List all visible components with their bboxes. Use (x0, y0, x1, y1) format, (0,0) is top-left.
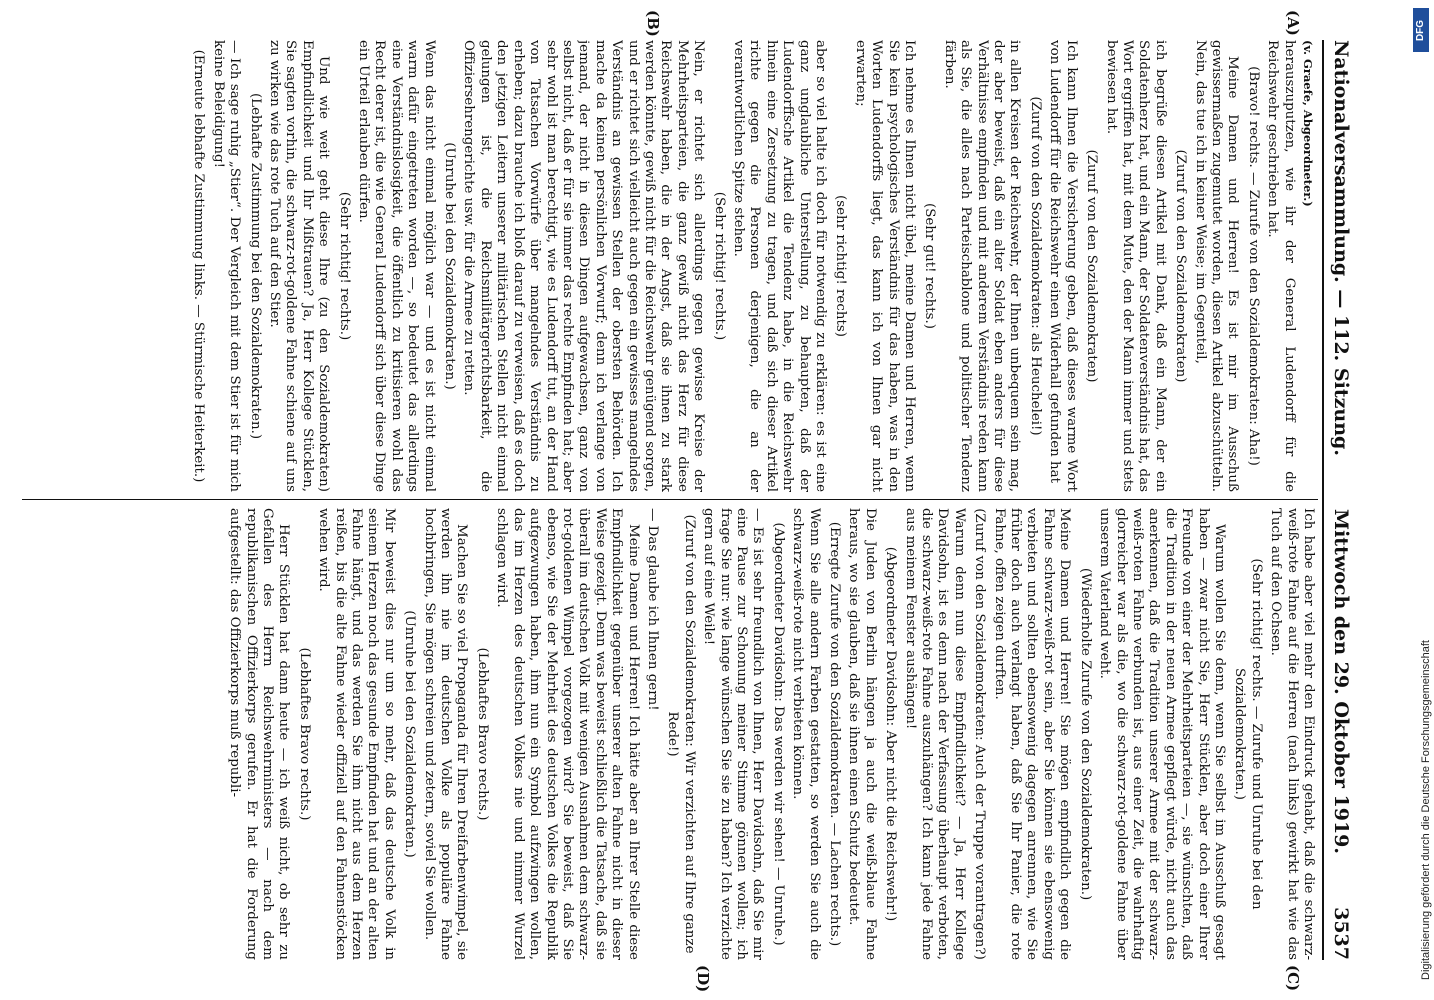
paragraph: (v. Graefe, Abgeordneter.) (1301, 40, 1315, 207)
margin-marker-a: (A) (1284, 10, 1302, 36)
interjection: (Abgeordneter Davidsohn: Aber nicht die Reichswehr!) (883, 546, 899, 922)
right-column (22, 508, 1316, 960)
paragraph: Wenn das nicht einmal möglich war — und es ist nicht einmal warm dafür eingetreten worden —, so bedeutet das allerdings eine Verständnislosigkeit, die öffentlich zu kritisieren wohl das Recht derer ist, die wie General Ludendorff sich über diese Dinge ein Urteil erlauben dürfen. (356, 40, 437, 492)
interjection: (Erregte Zurufe von den Sozialdemokraten. — Lachen rechts.) (827, 521, 843, 947)
margin-marker-d: (D) (694, 965, 712, 993)
interjection: (Sehr richtig! rechts. — Zurufe und Unruhe bei den Sozialdemokraten.) (1232, 558, 1264, 910)
paragraph: Meine Damen und Herren! Sie mögen empfindlich gegen die Fahne schwarz-weiß-rot sein, aber Sie können sie ebensowenig verbieten und sollten ebensowenig dagegen anrennen, wie Sie früher doch auch verlangt haben, daß Sie Ihr Panier, die rote Fahne, offen zeigen durften. (991, 508, 1073, 960)
interjection: (Unruhe bei den Sozialdemokraten.) (442, 142, 458, 390)
interjection: (Wiederholte Zurufe von den Sozialdemokraten.) (1077, 567, 1093, 901)
interjection: (Sehr gut! rechts.) (922, 202, 938, 329)
interjection: (Zuruf von den Sozialdemokraten) (1173, 149, 1189, 383)
paragraph: Und wie weit geht diese Ihre (zu den Sozialdemokraten) Empfindlichkeit und Ihr Mißtrauen? Ja, Herr Kollege Stücklen, Sie sagten vorhin, die schwarz-rot-goldene Fahne schiene auf uns zu wirken wie das rote Tuch auf den Stier. (267, 40, 332, 492)
dfg-logo-text: DFG (1415, 19, 1427, 41)
page-header (1322, 40, 1362, 960)
dfg-logo (1413, 8, 1429, 52)
header-left: Nationalversammlung. — 112. Sitzung. (1330, 40, 1352, 456)
paragraph: in allen Kreisen der Reichswehr, der Ihnen unbequem sein mag, der aber beweist, daß ein alter Soldat eben anders für diese Verhältnisse empfinden und mit anderem Verständnis reden kann als Sie, die alles nach Parteischablone und politischer Tendenz färben. (941, 40, 1023, 492)
interjection: (Erneute lebhafte Zustimmung links. — Stürmische Heiterkeit.) (191, 49, 207, 483)
paragraph: Nein, er richtet sich allerdings gegen gewisse Kreise der Mehrheitsparteien, die ganz gewiß nicht das Herz für diese Reichswehr haben, die in der Angst, daß sie ihnen zu stark werden könnte, gewiß nicht für die Reichswehr genügend sorgen, und er richtet sich vielleicht auch gegen ein gewisses mangelndes Verständnis an gewissen Stellen der obersten Behörden. Ich mache da keinen persönlichen Vorwurf; denn ich verlange von jemand, der nicht in diesen Dingen aufgewachsen, ganz von selbst nicht, daß er für sie immer das rechte Empfinden hat; aber sehr wohl ist man berechtigt, wie es Ludendorff tut, an der Hand von Tatsachen Vorwürfe über mangelndes Verständnis zu erheben; dazu brauche ich bloß darauf zu verweisen, daß es doch den jetzigen Leitern unserer militärischen Stellen nicht einmal gelungen ist, die Reichsmilitärgerichtsbarkeit, die Offiziersehrengerichte usw. für die Armee zu retten. (461, 40, 707, 492)
interjection: (Sehr richtig! rechts.) (336, 191, 352, 341)
interjection: (sehr richtig! rechts) (833, 195, 849, 337)
paragraph: Die Juden von Berlin hängen ja auch die weiß-blaue Fahne heraus, wo sie glauben, daß sie ihnen einen Schutz bedeutet. (846, 508, 878, 960)
paragraph: — Es ist sehr freundlich von Ihnen, Herr Davidsohn, daß Sie mir eine Pause zur Schonung meiner Stimme gönnen wollen; ich frage Sie nur: wie lange wünschen Sie sie zu haben? Ich verzichte gern auf eine Weile! (701, 508, 766, 960)
margin-marker-b: (B) (644, 10, 662, 37)
paragraph: Meine Damen und Herren! Ich hätte aber an Ihrer Stelle diese Empfindlichkeit gegenüber unserer alten Fahne nicht in dieser Weise gezeigt. Denn was beweist schließlich die Tatsache, daß sie überall im deutschen Volk mit wenigen Ausnahmen dem schwarz-rot-goldenen Wimpel vorgezogen wird? Sie beweist, daß Sie ebenso, wie Sie der Mehrheit des deutschen Volkes die Republik aufgezwungen haben, ihm nun ein Symbol aufzwingen wollen, das im Herzen des deutschen Volkes nie und nimmer Wurzel schlagen wird. (494, 508, 641, 960)
paragraph: Ich habe aber viel mehr den Eindruck gehabt, daß die schwarz-weiß-rote Fahne auf die Herren (nach links) gewirkt hat wie das Tuch auf den Ochsen. (1268, 508, 1316, 960)
interjection: (Lebhafte Zustimmung bei den Sozialdemokraten.) (247, 92, 263, 440)
digitization-note-text: Digitalisierung gefördert durch die Deutsche Forschungsgemeinschaft (1420, 640, 1432, 980)
interjection: (Zuruf von den Sozialdemokraten) (1084, 149, 1100, 383)
digitization-note (1406, 80, 1432, 980)
interjection: (Bravo! rechts. — Zurufe von den Sozialdemokraten: Aha!) (1245, 66, 1261, 466)
document-page (22, 10, 1362, 993)
interjection: (Unruhe bei den Sozialdemokraten.) (402, 610, 418, 858)
left-column (22, 40, 1316, 492)
header-center: Mittwoch den 29. Oktober 1919. (1330, 509, 1352, 855)
interjection: (Zuruf von den Sozialdemokraten: Auch der Truppe vorantragen?) (972, 508, 988, 960)
interjection: (Lebhaftes Bravo rechts.) (296, 647, 312, 821)
interjection: (Zuruf von den Sozialdemokraten: Wir verzichten auf Ihre ganze Rede!) (665, 514, 697, 954)
paragraph: — Das glaube ich Ihnen gern! (644, 508, 660, 711)
paragraph: Wenn Sie alle andern Farben gestatten, so werden Sie auch die schwarz-weiß-rote nicht verbieten können. (790, 508, 822, 960)
paragraph: Herr Stücklen hat dann heute — ich weiß nicht, ob sehr zu Gefallen des Herrn Reichswehrministers — nach dem republikanischen Offizierkorps gerufen. Er hat die Forderung aufgestellt: das Offizierkorps muß republi- (227, 508, 292, 960)
column-divider (22, 499, 1318, 500)
page-number: 3537 (1330, 907, 1352, 960)
paragraph: aber so viel halte ich doch für notwendig zu erklären: es ist eine ganz unglaubliche Unterstellung, zu behaupten, daß der Ludendorffsche Artikel die Tendenz habe, in die Reichswehr hinein eine Zersetzung zu tragen, und daß sich dieser Artikel richte gegen die Personen derjenigen, die an der verantwortlichen Spitze stehen. (731, 40, 829, 492)
paragraph: herauszuputzen, wie ihr der General Ludendorff für die Reichswehr geschrieben hat. (1265, 40, 1297, 492)
paragraph: Mir beweist dies nur um so mehr, daß das deutsche Volk in seinem Herzen noch das gesunde Empfinden hat und an der alten Fahne hängt, und das werden Sie ihm nicht aus dem Herzen reißen, bis die alte Fahne wieder offiziell auf den Fahnenstöcken wehen wird. (316, 508, 397, 960)
paragraph: — Ich sage ruhig „Stier“. Der Vergleich mit dem Stier ist für mich keine Beleidigung! (210, 40, 243, 492)
paragraph: Machen Sie so viel Propaganda für Ihren Dreifarbenwimpel, sie werden ihn nie im deutschen Volke als populäre Fahne hochbringen, Sie mögen schreien und zetern, soviel Sie wollen. (421, 508, 470, 960)
interjection: (Abgeordneter Davidsohn: Das werden wir sehen! — Unruhe.) (770, 522, 786, 946)
interjection: (Sehr richtig! rechts.) (711, 191, 727, 341)
margin-marker-c: (C) (1284, 965, 1302, 992)
paragraph: Ich nehme es Ihnen nicht übel, meine Damen und Herren, wenn Sie kein psychologisches Verständnis für das haben, was in den Worten Ludendorffs liegt, das kann ich von Ihnen gar nicht erwarten; (852, 40, 918, 492)
paragraph: Meine Damen und Herren! Es ist mir im Ausschuß gewissermaßen zugemutet worden, diesen Artikel abzuschütteln. Nein, das tue ich in keiner Weise; im Gegenteil, (1192, 40, 1241, 492)
paragraph: ich begrüße diesen Artikel mit Dank, daß ein Mann, der ein Soldatenherz hat, und ein Mann, der Soldatenverständnis hat, das Wort ergriffen hat, mit dem Mute, den der Mann immer und stets bewiesen hat. (1103, 40, 1168, 492)
paragraph: Warum wollen Sie denn, wenn Sie selbst im Ausschuß gesagt haben — zwar nicht Sie, Herr Stücklen, aber doch einer Ihrer Freunde von einer der Mehrheitsparteien —, sie wünschten, daß die Tradition in der neuen Armee gepflegt würde, nicht auch das anerkennen, daß die Tradition unserer Armee mit der schwarz-weiß-roten Fahne verbunden ist, aus einer Zeit, die wahrhaftig glorreicher war als die, wo die schwarz-rot-goldene Fahne über unserem Vaterland weht. (1097, 508, 1227, 960)
paragraph: Ich kann Ihnen die Versicherung geben, daß dieses warme Wort von Ludendorff für die Reichswehr einen Widerhall gefunden hat (1047, 40, 1079, 492)
interjection: (Zuruf von den Sozialdemokraten: als Heuchelei!) (1027, 96, 1043, 436)
interjection: (Lebhaftes Bravo rechts.) (474, 647, 490, 821)
paragraph: Warum denn nun diese Empfindlichkeit? — Ja, Herr Kollege Davidsohn, ist es denn nach der Verfassung überhaupt verboten, die schwarz-weiß-rote Fahne auszuhängen? Ich kann jede Fahne aus meinem Fenster aushängen! (902, 508, 967, 960)
